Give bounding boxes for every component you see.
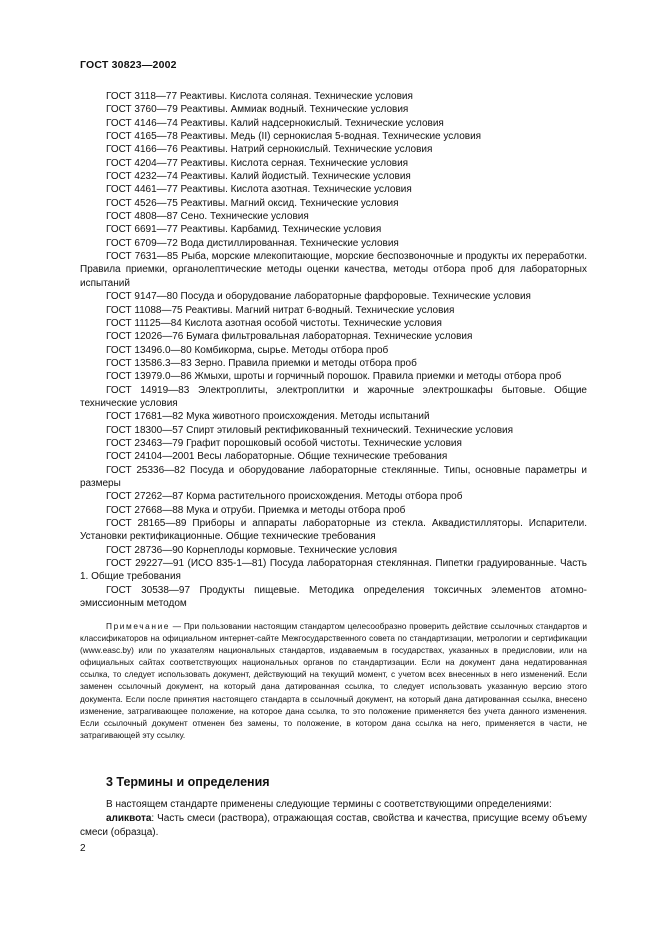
normative-references-list: [80, 90, 587, 610]
reference-item: ГОСТ 4461—77 Реактивы. Кислота азотная. Технические условия: [106, 184, 412, 196]
note-label: Примечание: [106, 621, 171, 631]
reference-item: ГОСТ 4808—87 Сено. Технические условия: [106, 211, 309, 223]
reference-item: ГОСТ 11125—84 Кислота азотная особой чистоты. Технические условия: [106, 317, 442, 329]
reference-item: ГОСТ 6709—72 Вода дистиллированная. Технические условия: [106, 237, 399, 249]
reference-item: ГОСТ 13496.0—80 Комбикорма, сырье. Методы отбора проб: [106, 344, 389, 356]
note-block: [80, 620, 587, 741]
section-body: [80, 798, 587, 841]
reference-item: ГОСТ 4204—77 Реактивы. Кислота серная. Технические условия: [106, 157, 409, 169]
reference-item: ГОСТ 29227—91 (ИСО 835-1—81) Посуда лабораторная стеклянная. Пипетки градуированные. Часть 1. Общие требования: [80, 558, 587, 583]
reference-item: ГОСТ 4165—78 Реактивы. Медь (II) сернокислая 5-водная. Технические условия: [106, 131, 482, 143]
reference-item: ГОСТ 3118—77 Реактивы. Кислота соляная. Технические условия: [106, 91, 413, 102]
document-header: ГОСТ 30823—2002: [80, 59, 177, 71]
reference-item: ГОСТ 23463—79 Графит порошковый особой чистоты. Технические условия: [106, 437, 462, 449]
term-text: : Часть смеси (раствора), отражающая состав, свойства и качества, присущие всему объему смеси (образца).: [80, 813, 587, 839]
reference-item: ГОСТ 30538—97 Продукты пищевые. Методика определения токсичных элементов атомно-эмиссионным методом: [80, 584, 587, 610]
page-number: 2: [80, 843, 86, 854]
note-paragraph: [80, 620, 587, 741]
reference-item: ГОСТ 9147—80 Посуда и оборудование лабораторные фарфоровые. Технические условия: [106, 291, 531, 303]
reference-item: ГОСТ 4146—74 Реактивы. Калий надсернокислый. Технические условия: [106, 117, 444, 129]
reference-item: ГОСТ 27668—88 Мука и отруби. Приемка и методы отбора проб: [106, 504, 406, 516]
reference-item: ГОСТ 14919—83 Электроплиты, электроплитки и жарочные электрошкафы бытовые. Общие технические условия: [80, 384, 587, 409]
reference-item: ГОСТ 18300—57 Спирт этиловый ректификованный технический. Технические условия: [106, 424, 514, 436]
reference-item: ГОСТ 4166—76 Реактивы. Натрий сернокислый. Технические условия: [106, 144, 433, 156]
reference-item: ГОСТ 4232—74 Реактивы. Калий йодистый. Технические условия: [106, 171, 411, 183]
reference-item: ГОСТ 12026—76 Бумага фильтровальная лабораторная. Технические условия: [106, 331, 473, 343]
reference-item: ГОСТ 11088—75 Реактивы. Магний нитрат 6-водный. Технические условия: [106, 304, 455, 316]
reference-item: ГОСТ 25336—82 Посуда и оборудование лабораторные стеклянные. Типы, основные параметры и размеры: [80, 464, 587, 489]
reference-item: ГОСТ 13979.0—86 Жмыхи, шроты и горчичный порошок. Правила приемки и методы отбора проб: [106, 371, 562, 383]
reference-item: ГОСТ 28736—90 Корнеплоды кормовые. Технические условия: [106, 544, 398, 556]
note-text: — При пользовании настоящим стандартом целесообразно проверить действие ссылочных стандартов и классификаторов на официальном интернет-сайте Межгосударственного совета по стандартизации, метрологии и сертификации (www.easc.by) или по указателям национальных стандартов, издаваемым в государствах, указанных в предисловии, или на официальных сайтах соответствующих национальных органов по стандартизации. Если на документ дана недатированная ссылка, то следует использовать документ, действующий на текущий момент, с учетом всех внесенных в него изменений. Если заменен ссылочный документ, на который дана датированная ссылка, то следует использовать указанную версию этого документа. Если после принятия настоящего стандарта в ссылочный документ, на который дана датированная ссылка, внесено изменение, затрагивающее положение, на которое дана ссылка, то это положение применяется без учета данного изменения. Если ссылочный документ отменен без замены, то положение, в котором дана ссылка на него, применяется в части, не затрагивающей эту ссылку.: [80, 621, 587, 740]
reference-item: ГОСТ 24104—2001 Весы лабораторные. Общие технические требования: [106, 451, 448, 463]
reference-item: ГОСТ 28165—89 Приборы и аппараты лабораторные из стекла. Аквадистилляторы. Испарители. Установки ректификационные. Общие технические требования: [80, 518, 587, 543]
section-intro: В настоящем стандарте применены следующие термины с соответствующими определениями:: [106, 799, 552, 810]
reference-item: ГОСТ 3760—79 Реактивы. Аммиак водный. Технические условия: [106, 104, 409, 116]
reference-item: ГОСТ 6691—77 Реактивы. Карбамид. Технические условия: [106, 224, 382, 236]
term-definition: [80, 812, 587, 840]
reference-item: ГОСТ 7631—85 Рыба, морские млекопитающие, морские беспозвоночные и продукты их переработки. Правила приемки, органолептические методы оценки качества, методы отбора проб для лабораторных испытаний: [80, 251, 587, 289]
reference-item: ГОСТ 17681—82 Мука животного происхождения. Методы испытаний: [106, 411, 430, 423]
term-name: аликвота: [106, 813, 152, 825]
reference-item: ГОСТ 13586.3—83 Зерно. Правила приемки и методы отбора проб: [106, 357, 417, 369]
reference-item: ГОСТ 4526—75 Реактивы. Магний оксид. Технические условия: [106, 197, 399, 209]
reference-item: ГОСТ 27262—87 Корма растительного происхождения. Методы отбора проб: [106, 491, 463, 503]
section-title: 3 Термины и определения: [106, 775, 270, 789]
